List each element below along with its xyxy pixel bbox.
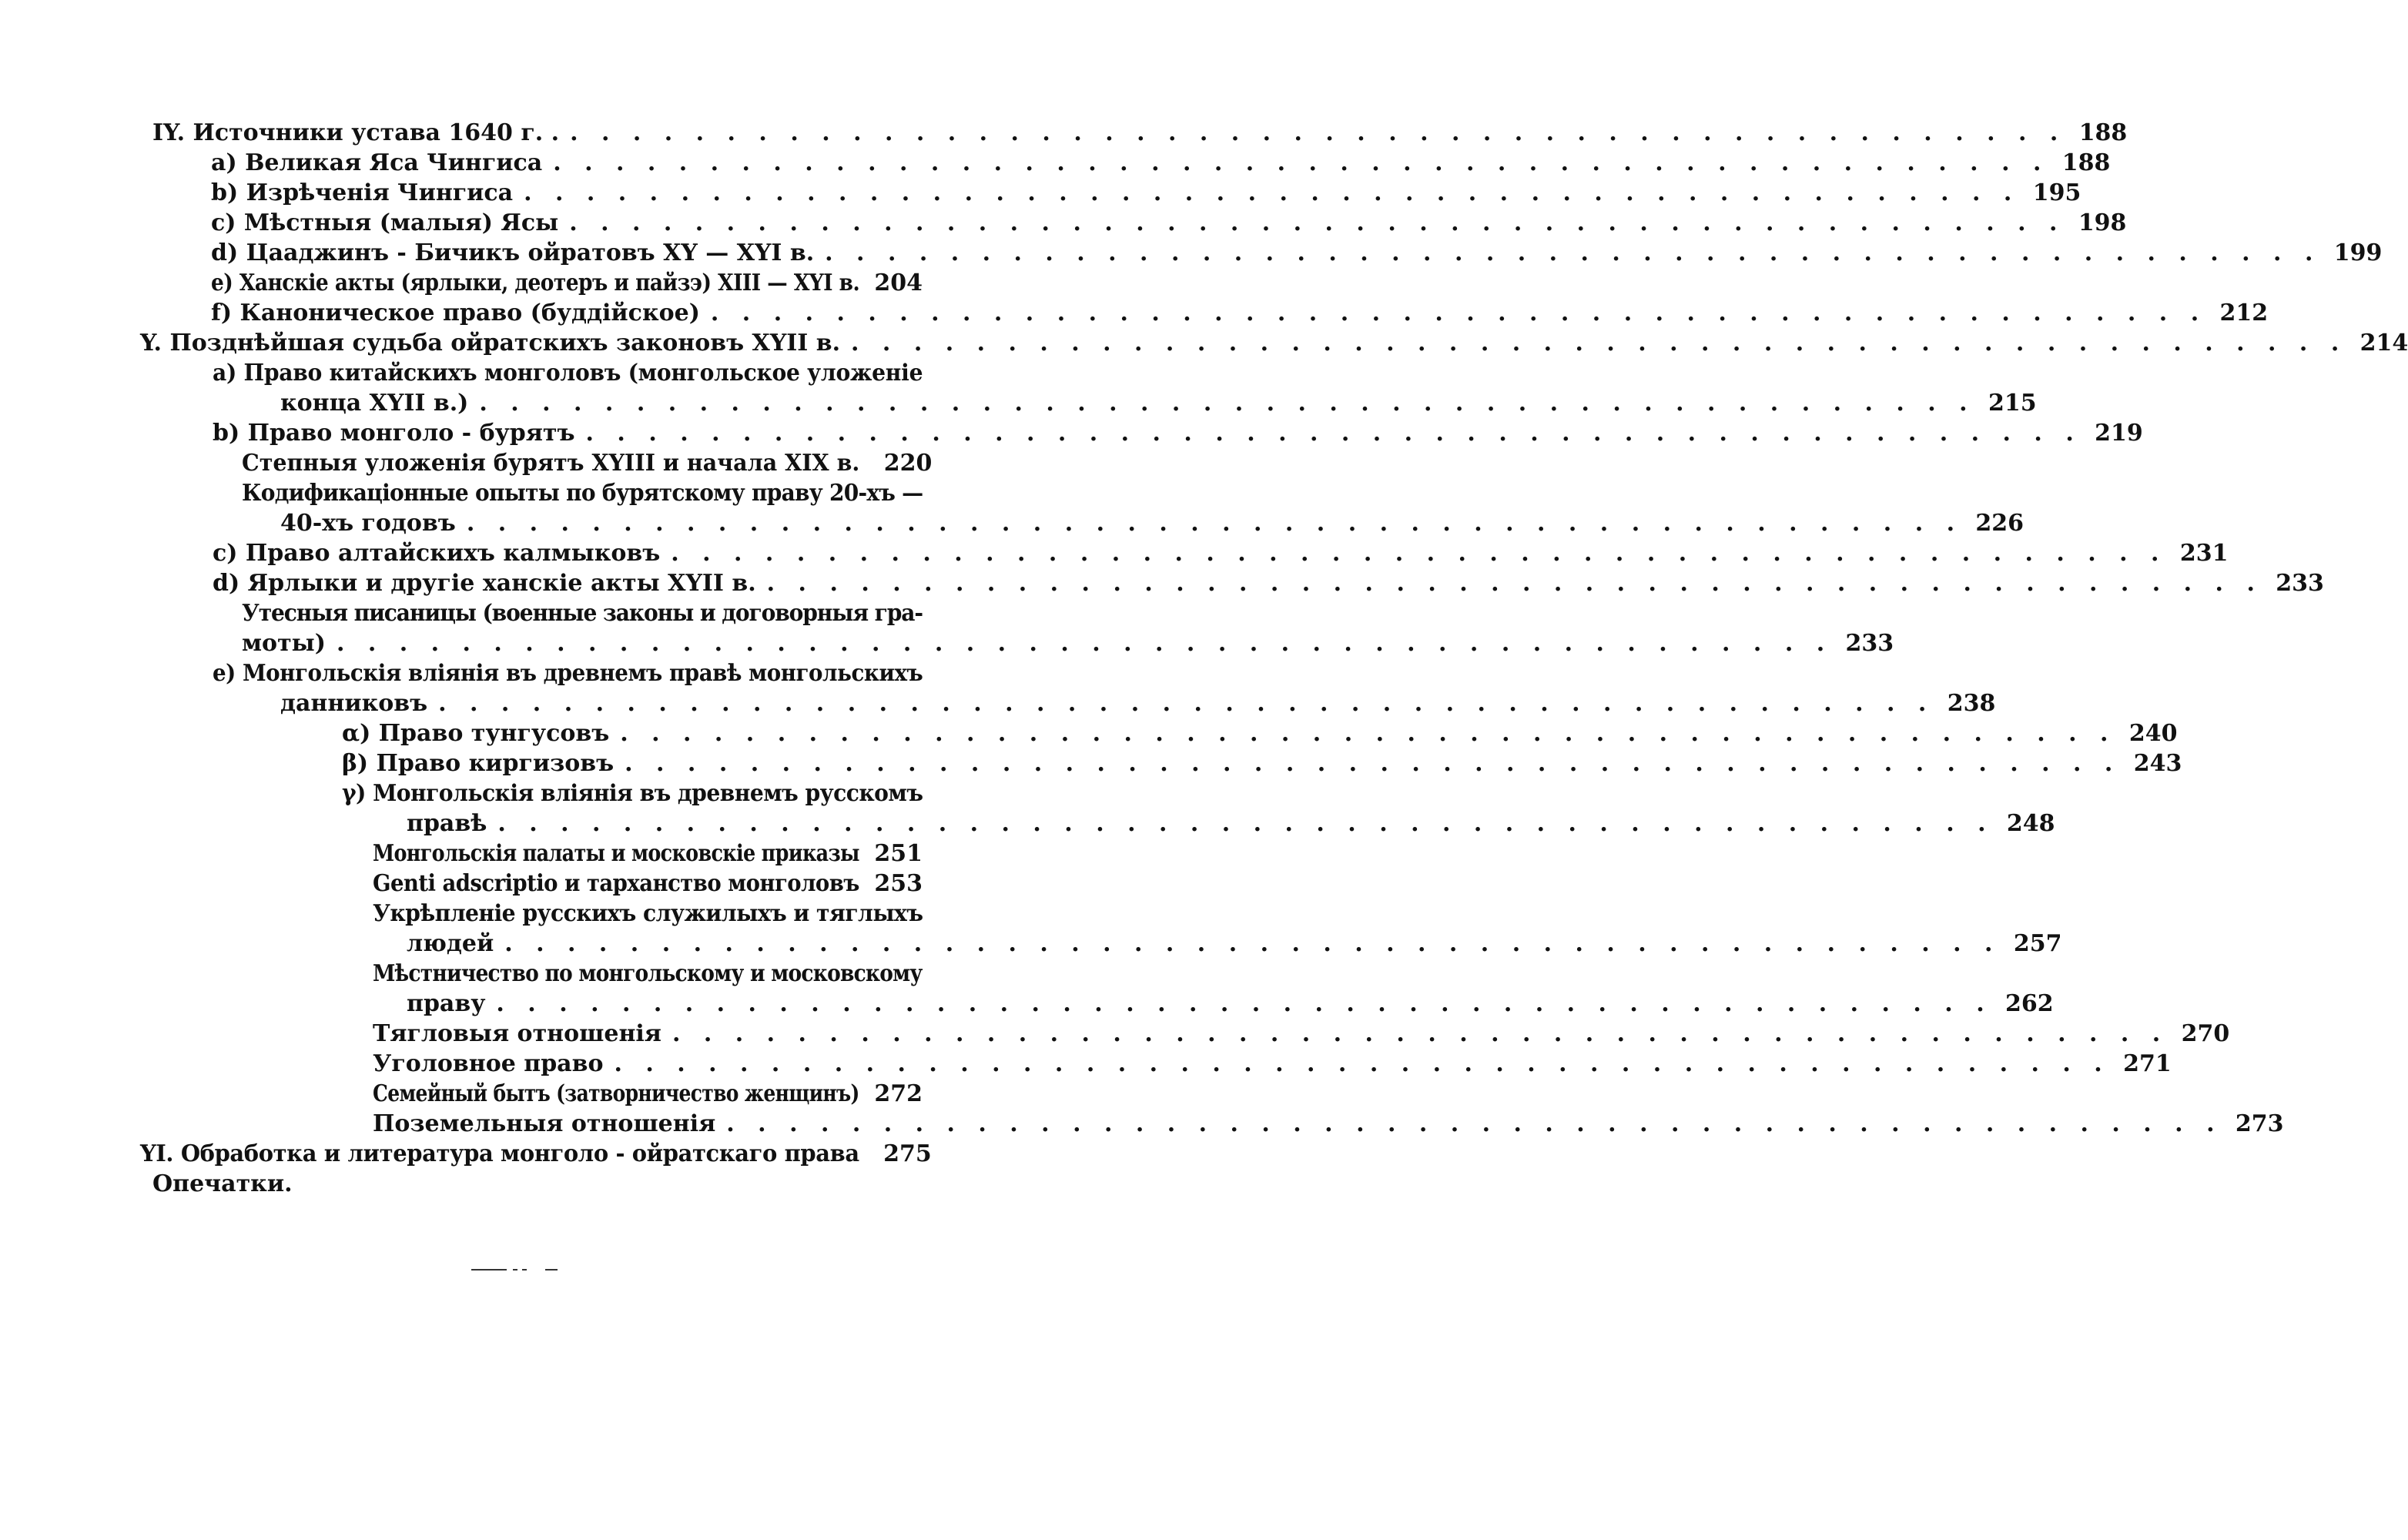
toc-entry-page: 195 [2032, 179, 2081, 206]
toc-entry-label: Укрѣпленіе русскихъ служилыхъ и тяглыхъ [373, 900, 923, 927]
toc-entry-page: 199 [2333, 239, 2383, 266]
toc-entry [280, 509, 2025, 538]
toc-entry-label: праву [407, 990, 486, 1017]
toc-entry-label: e) Ханскіе акты (ярлыки, деотеръ и пайзэ) XIII — XYI в. [211, 270, 860, 296]
toc-entry-label: c) Право алтайскихъ калмыковъ [213, 540, 661, 567]
toc-entry [342, 749, 2182, 778]
toc-entry-page: 275 [883, 1140, 932, 1167]
dot-leader: . . . . . . . . . . . . . . . . . . . . . . . . . . . . . . . . . . . . . . . . . . . . . . . . [336, 630, 1833, 657]
toc-entry-page: 226 [1975, 510, 2025, 537]
toc-entry-label: b) Изрѣченія Чингиса [211, 179, 514, 206]
toc-entry-label: людей [407, 930, 494, 957]
toc-entry-label: d) Цааджинъ - Бичикъ ойратовъ XY — XYI в. [211, 239, 815, 266]
dot-leader: . . . . . . . . . . . . . . . . . . . . . . . . . . . . . . . . . . . . . . . . . . . . . . . . [496, 990, 1992, 1017]
toc-entry [211, 179, 2081, 208]
toc-entry [242, 449, 933, 478]
dot-leader: . . . . . . . . . . . . . . . . . . . . . . . . . . . . . . . . . . . . . . . . . . . . . . . . [524, 179, 2020, 206]
toc-entry-label: β) Право киргизовъ [342, 750, 615, 777]
toc-entry-page: 214 [2359, 330, 2408, 357]
toc-entry [213, 359, 923, 388]
toc-entry-label: b) Право монголо - бурятъ [213, 420, 575, 447]
dot-leader: . . . . . . . . . . . . . . . . . . . . . . . . . . . . . . . . . . . . . . . . . . . . . . . . [569, 209, 2065, 236]
toc-entry [213, 419, 2143, 448]
toc-entry [213, 569, 2324, 598]
toc-entry-label: правѣ [407, 810, 487, 837]
toc-entry-label: Кодификаціонные опыты по бурятскому праву 20-хъ — [242, 480, 923, 507]
toc-entry [407, 989, 2054, 1019]
dot-leader: . . . . . . . . . . . . . . . . . . . . . . . . . . . . . . . . . . . . . . . . . . . . . . . . [671, 540, 2167, 567]
dot-leader: . . . . . . . . . . . . . . . . . . . . . . . . . . . . . . . . . . . . . . . . . . . . . . . . [438, 690, 1934, 717]
toc-entry [373, 959, 923, 989]
errata-entry: Опечатки. [152, 1170, 293, 1197]
toc-entry-label: c) Мѣстныя (малыя) Ясы [211, 209, 559, 236]
toc-entry-label: Степныя уложенія бурятъ XYIII и начала XIX в. [242, 450, 860, 477]
dot-leader: . . . . . . . . . . . . . . . . . . . . . . . . . . . . . . . . . . . . . . . . . . . . . . . . [825, 239, 2321, 266]
toc-entry-page: 219 [2095, 420, 2143, 447]
toc-entry-page: 262 [2005, 990, 2054, 1017]
dot-leader: . . . . . . . . . . . . . . . . . . . . . . . . . . . . . . . . . . . . . . . . . . . . . . . . [504, 930, 2001, 957]
toc-entry-label: d) Ярлыки и другіе ханскіе акты XYII в. [213, 570, 756, 597]
toc-entry-label: Genti adscriptio и тарханство монголовъ [373, 870, 859, 897]
toc-entry-label: Монгольскія палаты и московскіе приказы [373, 840, 859, 867]
toc-entry-label: Семейный бытъ (затворничество женщинъ) [373, 1080, 859, 1107]
toc-entry [242, 479, 923, 508]
toc-entry-page: 212 [2219, 300, 2269, 326]
toc-entry [342, 779, 923, 808]
toc-entry-label: моты) [242, 630, 326, 657]
toc-entry-page: 248 [2006, 810, 2055, 837]
toc-entry-page: 204 [874, 270, 923, 296]
dot-leader: . . . . . . . . . . . . . . . . . . . . . . . . . . . . . . . . . . . . . . . . . . . . . . . . [553, 149, 2049, 176]
toc-entry [407, 809, 2055, 839]
dot-leader: . . . . . . . . . . . . . . . . . . . . . . . . . . . . . . . . . . . . . . . . . . . . . . . . [479, 390, 1975, 417]
toc-entry-label: Уголовное право [373, 1050, 604, 1077]
dot-leader: . . . . . . . . . . . . . . . . . . . . . . . . . . . . . . . . . . . . . . . . . . . . . . . . [726, 1110, 2222, 1137]
dot-leader: . . . . . . . . . . . . . . . . . . . . . . . . . . . . . . . . . . . . . . . . . . . . . . . . [466, 510, 1963, 537]
toc-entry [373, 899, 923, 929]
toc-entry [213, 659, 923, 688]
dot-leader: . . . . . . . . . . . . . . . . . . . . . . . . . . . . . . . . . . . . . . . . . . . . . . . . [497, 810, 1994, 837]
toc-entry [213, 539, 2229, 568]
dot-leader: . . . . . . . . . . . . . . . . . . . . . . . . . . . . . . . . . . . . . . . . . . . . . . . . [851, 330, 2347, 357]
toc-entry [211, 299, 2269, 328]
toc-entry-page: 238 [1947, 690, 1996, 717]
toc-entry-page: 198 [2078, 209, 2127, 236]
toc-entry [211, 239, 2383, 268]
toc-entry [407, 929, 2062, 959]
toc-entry-label: Утесныя писаницы (военные законы и договорныя гра- [242, 600, 923, 627]
toc-entry-label: конца XYII в.) [280, 390, 469, 417]
toc-entry-page: 233 [2276, 570, 2324, 597]
toc-entry [373, 839, 923, 869]
toc-entry-label: Y. Позднѣйшая судьба ойратскихъ законовъ XYII в. [140, 330, 841, 357]
closing-ornament [471, 1269, 558, 1272]
toc-entry-page: 243 [2133, 750, 2182, 777]
toc-entry-label: YI. Обработка и литература монголо - ойратскаго права [140, 1140, 859, 1167]
toc-entry [280, 689, 1996, 718]
toc-entry-label: γ) Монгольскія вліянія въ древнемъ русскомъ [342, 780, 923, 807]
toc-entry-page: 231 [2179, 540, 2229, 567]
toc-entry [373, 1110, 2284, 1139]
toc-entry [211, 209, 2127, 238]
toc-entry-label: a) Право китайскихъ монголовъ (монгольское уложеніе [213, 360, 923, 387]
toc-entry-page: 271 [2123, 1050, 2172, 1077]
toc-entry-page: 251 [874, 840, 923, 867]
toc-entry-label: Тягловыя отношенія [373, 1020, 661, 1047]
toc-entry-page: 188 [2061, 149, 2111, 176]
toc-entry-page: 257 [2013, 930, 2062, 957]
toc-entry-page: 233 [1845, 630, 1894, 657]
dot-leader: . . . . . . . . . . . . . . . . . . . . . . . . . . . . . . . . . . . . . . . . . . . . . . . . [570, 119, 2066, 146]
toc-entry-label: Поземельныя отношенія [373, 1110, 716, 1137]
toc-entry [242, 599, 923, 628]
toc-entry [140, 1140, 932, 1169]
dot-leader: . . . . . . . . . . . . . . . . . . . . . . . . . . . . . . . . . . . . . . . . . . . . . . . . [614, 1050, 2110, 1077]
dot-leader: . . . . . . . . . . . . . . . . . . . . . . . . . . . . . . . . . . . . . . . . . . . . . . . . [710, 300, 2207, 326]
toc-entry-label: α) Право тунгусовъ [342, 720, 610, 747]
toc-entry-page: 240 [2128, 720, 2178, 747]
toc-entry-page: 215 [1988, 390, 2037, 417]
toc-entry-label: данниковъ [280, 690, 428, 717]
toc-entry-label: f) Каноническое право (буддійское) [211, 300, 700, 326]
toc-entry [152, 119, 2128, 148]
toc-entry [373, 1019, 2230, 1049]
toc-entry-label: IY. Источники устава 1640 г. . [152, 119, 560, 146]
toc-entry-page: 272 [874, 1080, 923, 1107]
toc-entry [342, 719, 2178, 748]
toc-entry [140, 329, 2408, 358]
toc-entry [242, 629, 1894, 658]
dot-leader: . . . . . . . . . . . . . . . . . . . . . . . . . . . . . . . . . . . . . . . . . . . . . . . . [585, 420, 2081, 447]
dot-leader: . . . . . . . . . . . . . . . . . . . . . . . . . . . . . . . . . . . . . . . . . . . . . . . . [625, 750, 2121, 777]
toc-entry-label: 40-хъ годовъ [280, 510, 456, 537]
toc-entry-label: e) Монгольскія вліянія въ древнемъ правѣ монгольскихъ [213, 660, 923, 687]
toc-entry [373, 1080, 923, 1109]
toc-entry [211, 149, 2111, 178]
toc-entry [211, 269, 923, 298]
dot-leader: . . . . . . . . . . . . . . . . . . . . . . . . . . . . . . . . . . . . . . . . . . . . . . . . [620, 720, 2116, 747]
toc-entry [373, 869, 923, 899]
toc-entry-page: 188 [2078, 119, 2128, 146]
dot-leader: . . . . . . . . . . . . . . . . . . . . . . . . . . . . . . . . . . . . . . . . . . . . . . . . [671, 1020, 2169, 1047]
toc-entry-label: a) Великая Яса Чингиса [211, 149, 543, 176]
toc-entry-page: 273 [2235, 1110, 2284, 1137]
toc-entry [280, 389, 2037, 418]
toc-entry-page: 220 [883, 450, 933, 477]
toc-entry-label: Мѣстничество по монгольскому и московскому [373, 960, 923, 987]
toc-entry-page: 270 [2181, 1020, 2230, 1047]
toc-entry [373, 1050, 2172, 1079]
dot-leader: . . . . . . . . . . . . . . . . . . . . . . . . . . . . . . . . . . . . . . . . . . . . . . . . [766, 570, 2262, 597]
toc-entry-page: 253 [874, 870, 923, 897]
